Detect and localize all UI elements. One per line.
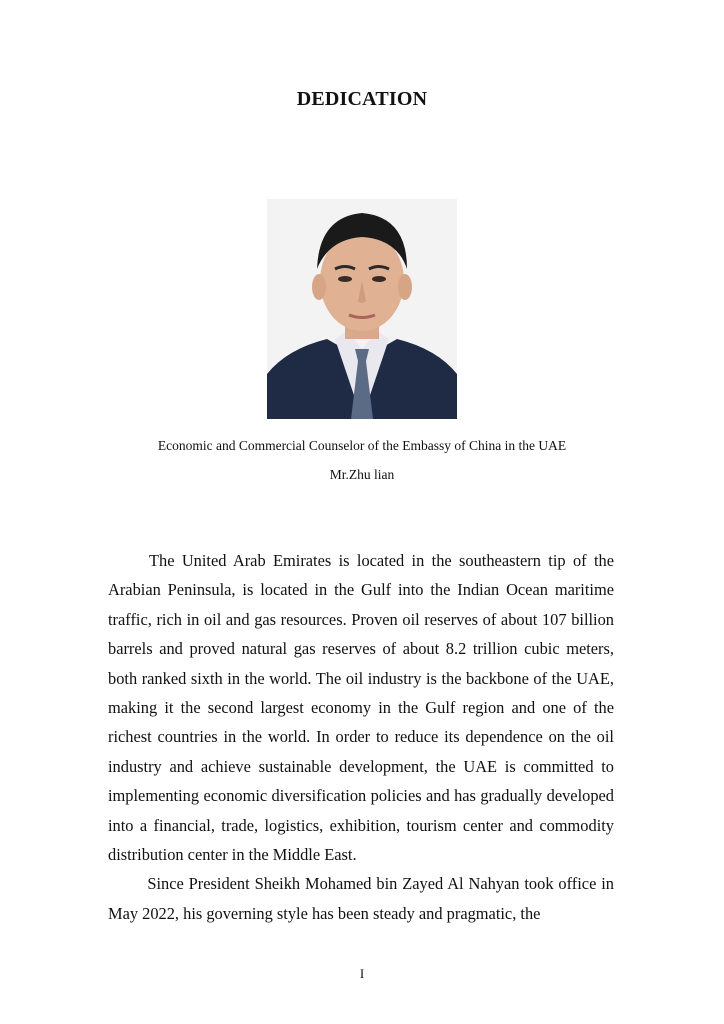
body-text: [108, 546, 614, 928]
page-number: I: [359, 966, 365, 981]
page-title: DEDICATION: [296, 88, 428, 110]
paragraph: The United Arab Emirates is located in the southeastern tip of the Arabian Peninsula, is located in the Gulf into the Indian Ocean maritime traffic, rich in oil and gas resources. Proven oil reserves of about 107 billion barrels and proved natural gas reserves of about 8.2 trillion cubic meters, both ranked sixth in the world. The oil industry is the backbone of the UAE, making it the second largest economy in the Gulf region and one of the richest countries in the world. In order to reduce its dependence on the oil industry and achieve sustainable development, the UAE is committed to implementing economic diversification policies and has gradually developed into a financial, trade, logistics, exhibition, tourism center and commodity distribution center in the Middle East.: [108, 551, 614, 865]
portrait-caption-name: Mr.Zhu lian: [329, 467, 395, 482]
paragraph: Since President Sheikh Mohamed bin Zayed Al Nahyan took office in May 2022, his governing style has been steady and pragmatic, the: [108, 874, 614, 923]
portrait-caption-role: Economic and Commercial Counselor of the Embassy of China in the UAE: [157, 438, 567, 453]
portrait-photo: [267, 199, 457, 419]
